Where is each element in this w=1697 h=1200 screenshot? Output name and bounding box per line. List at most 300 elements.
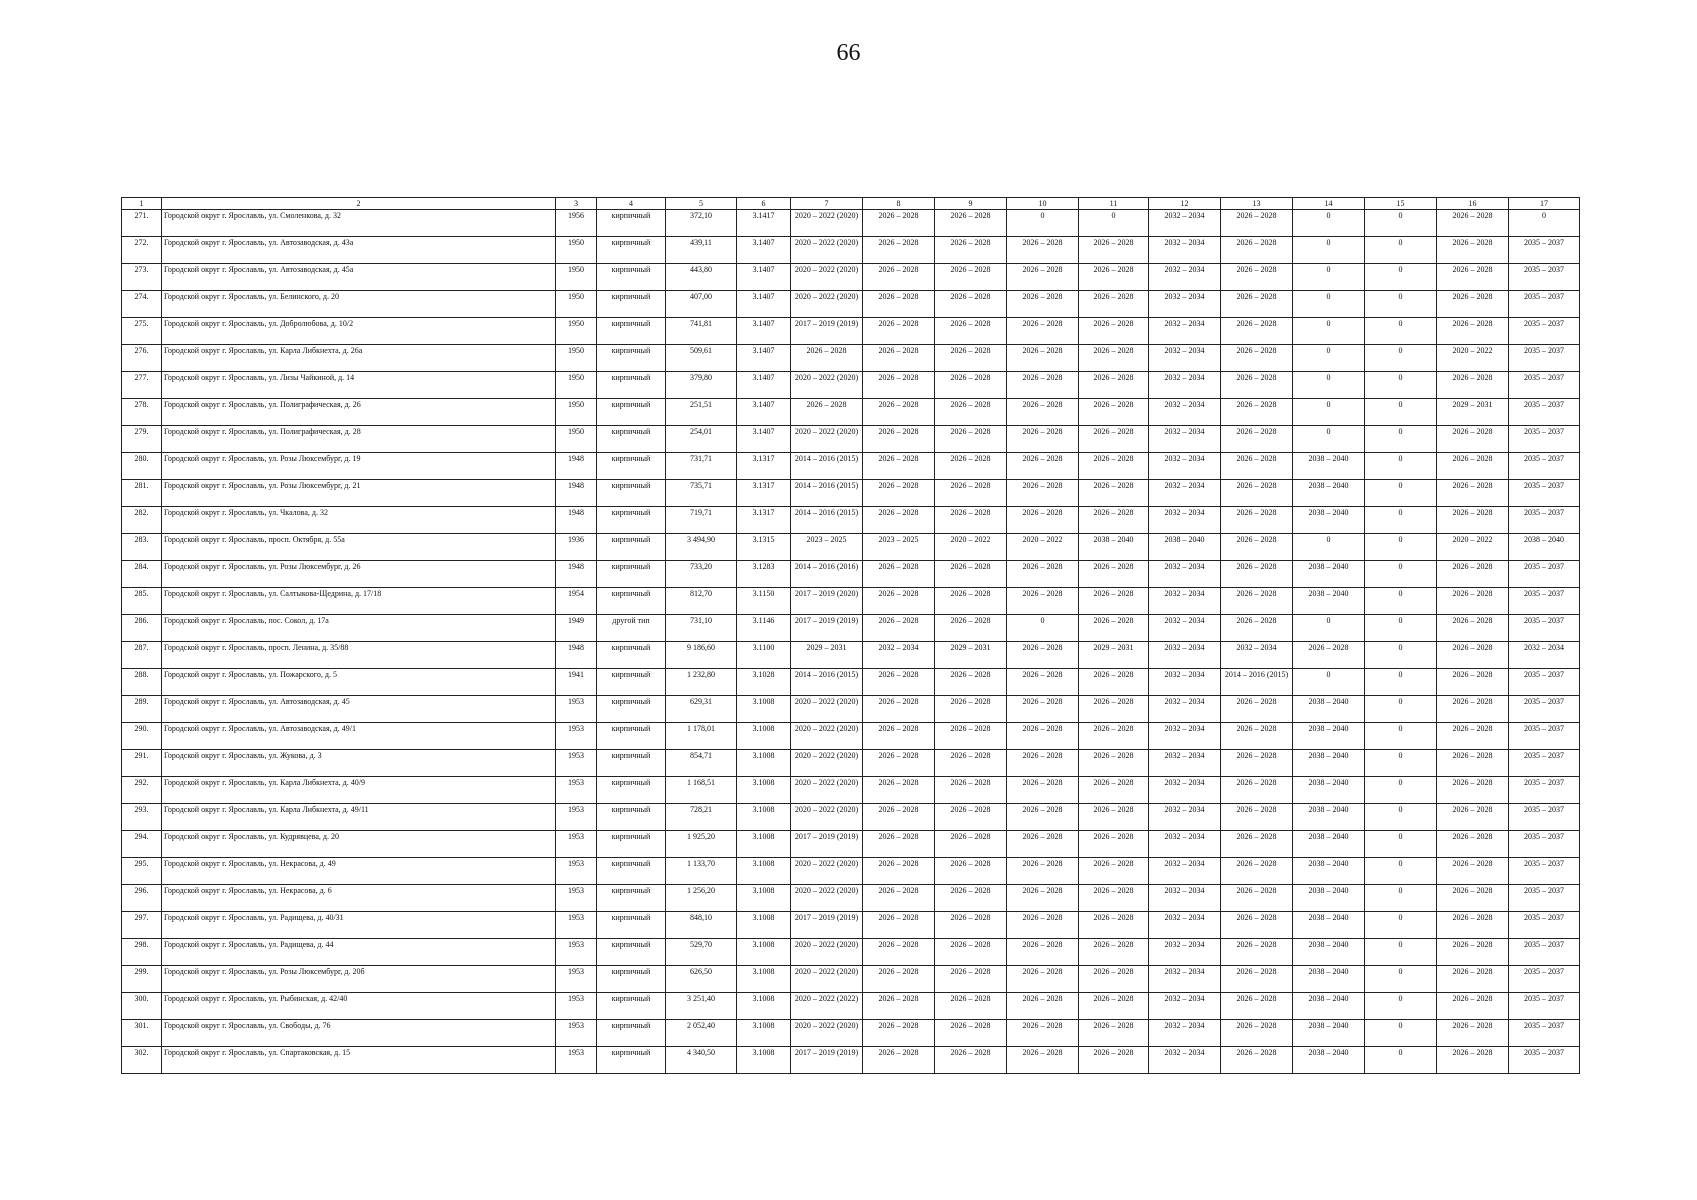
cell-period-col17: 2035 – 2037 bbox=[1509, 615, 1580, 642]
table-row bbox=[122, 534, 1580, 561]
cell-period-col10: 2026 – 2028 bbox=[1007, 453, 1079, 480]
cell-period-col13: 2026 – 2028 bbox=[1221, 1020, 1293, 1047]
cell-period-col13: 2026 – 2028 bbox=[1221, 831, 1293, 858]
cell-period-col13: 2026 – 2028 bbox=[1221, 912, 1293, 939]
cell-period-col12: 2032 – 2034 bbox=[1149, 1020, 1221, 1047]
column-header: 6 bbox=[737, 198, 791, 210]
cell-period-col9: 2026 – 2028 bbox=[935, 993, 1007, 1020]
cell-period-col16: 2026 – 2028 bbox=[1437, 696, 1509, 723]
cell-period-col11: 2026 – 2028 bbox=[1079, 804, 1149, 831]
cell-period-col11: 2026 – 2028 bbox=[1079, 723, 1149, 750]
table-row bbox=[122, 372, 1580, 399]
cell-period-col17: 2035 – 2037 bbox=[1509, 1047, 1580, 1074]
cell-period-col8: 2026 – 2028 bbox=[863, 318, 935, 345]
cell-wall-material: кирпичный bbox=[597, 507, 666, 534]
cell-period-col17: 2035 – 2037 bbox=[1509, 345, 1580, 372]
cell-period-col9: 2026 – 2028 bbox=[935, 345, 1007, 372]
cell-period-col10: 2026 – 2028 bbox=[1007, 858, 1079, 885]
cell-period-col11: 2026 – 2028 bbox=[1079, 480, 1149, 507]
cell-period-col7: 2020 – 2022 (2020) bbox=[791, 804, 863, 831]
cell-address: Городской округ г. Ярославль, ул. Спартаковская, д. 15 bbox=[162, 1047, 556, 1074]
cell-period-col11: 2026 – 2028 bbox=[1079, 615, 1149, 642]
cell-wall-material: кирпичный bbox=[597, 696, 666, 723]
cell-code: 3.1008 bbox=[737, 885, 791, 912]
cell-period-col10: 2026 – 2028 bbox=[1007, 723, 1079, 750]
cell-period-col17: 2035 – 2037 bbox=[1509, 561, 1580, 588]
cell-code: 3.1008 bbox=[737, 1020, 791, 1047]
cell-period-col9: 2026 – 2028 bbox=[935, 804, 1007, 831]
cell-period-col13: 2026 – 2028 bbox=[1221, 318, 1293, 345]
cell-code: 3.1407 bbox=[737, 426, 791, 453]
cell-area: 735,71 bbox=[666, 480, 737, 507]
cell-wall-material: кирпичный bbox=[597, 993, 666, 1020]
column-header: 14 bbox=[1293, 198, 1365, 210]
cell-period-col13: 2026 – 2028 bbox=[1221, 804, 1293, 831]
cell-period-col16: 2026 – 2028 bbox=[1437, 264, 1509, 291]
cell-address: Городской округ г. Ярославль, ул. Салтыкова-Щедрина, д. 17/18 bbox=[162, 588, 556, 615]
cell-period-col14: 0 bbox=[1293, 426, 1365, 453]
cell-row-number: 294. bbox=[122, 831, 162, 858]
cell-address: Городской округ г. Ярославль, просп. Ленина, д. 35/88 bbox=[162, 642, 556, 669]
cell-period-col8: 2026 – 2028 bbox=[863, 993, 935, 1020]
cell-period-col16: 2026 – 2028 bbox=[1437, 831, 1509, 858]
cell-period-col8: 2026 – 2028 bbox=[863, 453, 935, 480]
cell-period-col10: 2026 – 2028 bbox=[1007, 345, 1079, 372]
cell-period-col16: 2026 – 2028 bbox=[1437, 615, 1509, 642]
table-row bbox=[122, 885, 1580, 912]
cell-period-col14: 0 bbox=[1293, 669, 1365, 696]
cell-period-col10: 2026 – 2028 bbox=[1007, 831, 1079, 858]
table-row bbox=[122, 777, 1580, 804]
cell-period-col12: 2032 – 2034 bbox=[1149, 831, 1221, 858]
cell-period-col17: 2035 – 2037 bbox=[1509, 264, 1580, 291]
cell-period-col15: 0 bbox=[1365, 750, 1437, 777]
cell-period-col16: 2026 – 2028 bbox=[1437, 318, 1509, 345]
column-header: 10 bbox=[1007, 198, 1079, 210]
cell-period-col16: 2026 – 2028 bbox=[1437, 426, 1509, 453]
cell-period-col11: 2026 – 2028 bbox=[1079, 399, 1149, 426]
cell-period-col11: 2026 – 2028 bbox=[1079, 588, 1149, 615]
cell-period-col16: 2026 – 2028 bbox=[1437, 885, 1509, 912]
cell-period-col11: 2026 – 2028 bbox=[1079, 696, 1149, 723]
cell-period-col7: 2029 – 2031 bbox=[791, 642, 863, 669]
cell-period-col17: 2035 – 2037 bbox=[1509, 399, 1580, 426]
cell-period-col9: 2026 – 2028 bbox=[935, 318, 1007, 345]
cell-period-col17: 2032 – 2034 bbox=[1509, 642, 1580, 669]
cell-area: 629,31 bbox=[666, 696, 737, 723]
cell-wall-material: кирпичный bbox=[597, 426, 666, 453]
cell-wall-material: кирпичный bbox=[597, 264, 666, 291]
cell-period-col8: 2026 – 2028 bbox=[863, 858, 935, 885]
cell-period-col7: 2020 – 2022 (2020) bbox=[791, 858, 863, 885]
cell-period-col16: 2026 – 2028 bbox=[1437, 1047, 1509, 1074]
table-row bbox=[122, 804, 1580, 831]
cell-row-number: 282. bbox=[122, 507, 162, 534]
cell-period-col11: 2026 – 2028 bbox=[1079, 264, 1149, 291]
cell-wall-material: кирпичный bbox=[597, 291, 666, 318]
housing-table-container bbox=[121, 197, 1577, 1074]
cell-period-col12: 2032 – 2034 bbox=[1149, 507, 1221, 534]
cell-period-col12: 2032 – 2034 bbox=[1149, 858, 1221, 885]
cell-address: Городской округ г. Ярославль, ул. Карла Либкнехта, д. 49/11 bbox=[162, 804, 556, 831]
cell-period-col17: 2035 – 2037 bbox=[1509, 669, 1580, 696]
cell-period-col8: 2026 – 2028 bbox=[863, 237, 935, 264]
cell-period-col13: 2026 – 2028 bbox=[1221, 723, 1293, 750]
cell-wall-material: кирпичный bbox=[597, 669, 666, 696]
cell-year-built: 1948 bbox=[556, 507, 597, 534]
cell-period-col12: 2032 – 2034 bbox=[1149, 723, 1221, 750]
cell-period-col12: 2032 – 2034 bbox=[1149, 993, 1221, 1020]
cell-period-col16: 2020 – 2022 bbox=[1437, 345, 1509, 372]
cell-period-col10: 2026 – 2028 bbox=[1007, 426, 1079, 453]
cell-row-number: 296. bbox=[122, 885, 162, 912]
cell-period-col11: 2026 – 2028 bbox=[1079, 669, 1149, 696]
cell-period-col14: 2038 – 2040 bbox=[1293, 804, 1365, 831]
cell-period-col12: 2032 – 2034 bbox=[1149, 642, 1221, 669]
cell-period-col17: 2035 – 2037 bbox=[1509, 723, 1580, 750]
cell-period-col9: 2026 – 2028 bbox=[935, 696, 1007, 723]
cell-period-col15: 0 bbox=[1365, 831, 1437, 858]
cell-year-built: 1953 bbox=[556, 831, 597, 858]
cell-period-col8: 2026 – 2028 bbox=[863, 750, 935, 777]
cell-year-built: 1953 bbox=[556, 723, 597, 750]
cell-period-col14: 2038 – 2040 bbox=[1293, 480, 1365, 507]
cell-period-col11: 2026 – 2028 bbox=[1079, 885, 1149, 912]
cell-period-col12: 2038 – 2040 bbox=[1149, 534, 1221, 561]
cell-row-number: 275. bbox=[122, 318, 162, 345]
cell-code: 3.1008 bbox=[737, 723, 791, 750]
cell-address: Городской округ г. Ярославль, ул. Радищева, д. 44 bbox=[162, 939, 556, 966]
cell-period-col9: 2026 – 2028 bbox=[935, 264, 1007, 291]
cell-period-col12: 2032 – 2034 bbox=[1149, 912, 1221, 939]
cell-wall-material: кирпичный bbox=[597, 831, 666, 858]
cell-period-col17: 2035 – 2037 bbox=[1509, 804, 1580, 831]
cell-period-col11: 2026 – 2028 bbox=[1079, 750, 1149, 777]
cell-period-col8: 2026 – 2028 bbox=[863, 426, 935, 453]
cell-wall-material: кирпичный bbox=[597, 750, 666, 777]
cell-address: Городской округ г. Ярославль, пос. Сокол, д. 17а bbox=[162, 615, 556, 642]
cell-period-col8: 2026 – 2028 bbox=[863, 615, 935, 642]
cell-period-col16: 2026 – 2028 bbox=[1437, 561, 1509, 588]
cell-period-col16: 2026 – 2028 bbox=[1437, 777, 1509, 804]
cell-period-col7: 2017 – 2019 (2019) bbox=[791, 912, 863, 939]
cell-period-col10: 2026 – 2028 bbox=[1007, 237, 1079, 264]
column-header: 9 bbox=[935, 198, 1007, 210]
cell-address: Городской округ г. Ярославль, ул. Лизы Чайкиной, д. 14 bbox=[162, 372, 556, 399]
cell-period-col17: 2035 – 2037 bbox=[1509, 885, 1580, 912]
cell-period-col13: 2026 – 2028 bbox=[1221, 750, 1293, 777]
cell-period-col7: 2020 – 2022 (2020) bbox=[791, 696, 863, 723]
cell-row-number: 297. bbox=[122, 912, 162, 939]
cell-period-col8: 2026 – 2028 bbox=[863, 210, 935, 237]
cell-row-number: 272. bbox=[122, 237, 162, 264]
cell-period-col17: 0 bbox=[1509, 210, 1580, 237]
cell-period-col8: 2026 – 2028 bbox=[863, 723, 935, 750]
cell-period-col8: 2026 – 2028 bbox=[863, 777, 935, 804]
cell-period-col7: 2020 – 2022 (2020) bbox=[791, 939, 863, 966]
cell-period-col17: 2035 – 2037 bbox=[1509, 993, 1580, 1020]
cell-address: Городской округ г. Ярославль, ул. Чкалова, д. 32 bbox=[162, 507, 556, 534]
cell-period-col15: 0 bbox=[1365, 507, 1437, 534]
cell-row-number: 283. bbox=[122, 534, 162, 561]
cell-period-col16: 2026 – 2028 bbox=[1437, 939, 1509, 966]
cell-address: Городской округ г. Ярославль, ул. Розы Люксембург, д. 20б bbox=[162, 966, 556, 993]
cell-wall-material: кирпичный bbox=[597, 372, 666, 399]
cell-period-col7: 2020 – 2022 (2022) bbox=[791, 993, 863, 1020]
cell-code: 3.1407 bbox=[737, 399, 791, 426]
cell-period-col11: 0 bbox=[1079, 210, 1149, 237]
cell-period-col12: 2032 – 2034 bbox=[1149, 264, 1221, 291]
cell-period-col15: 0 bbox=[1365, 291, 1437, 318]
cell-area: 848,10 bbox=[666, 912, 737, 939]
cell-year-built: 1953 bbox=[556, 993, 597, 1020]
cell-period-col17: 2035 – 2037 bbox=[1509, 237, 1580, 264]
cell-period-col14: 2038 – 2040 bbox=[1293, 912, 1365, 939]
cell-period-col10: 2026 – 2028 bbox=[1007, 1047, 1079, 1074]
cell-period-col16: 2029 – 2031 bbox=[1437, 399, 1509, 426]
cell-period-col15: 0 bbox=[1365, 264, 1437, 291]
cell-row-number: 271. bbox=[122, 210, 162, 237]
cell-period-col8: 2026 – 2028 bbox=[863, 1020, 935, 1047]
cell-address: Городской округ г. Ярославль, ул. Розы Люксембург, д. 19 bbox=[162, 453, 556, 480]
cell-period-col15: 0 bbox=[1365, 480, 1437, 507]
cell-period-col9: 2026 – 2028 bbox=[935, 723, 1007, 750]
cell-period-col13: 2026 – 2028 bbox=[1221, 858, 1293, 885]
cell-period-col14: 2038 – 2040 bbox=[1293, 858, 1365, 885]
cell-area: 1 168,51 bbox=[666, 777, 737, 804]
cell-address: Городской округ г. Ярославль, ул. Радищева, д. 40/31 bbox=[162, 912, 556, 939]
cell-period-col9: 2026 – 2028 bbox=[935, 453, 1007, 480]
table-row bbox=[122, 318, 1580, 345]
cell-year-built: 1950 bbox=[556, 372, 597, 399]
cell-period-col9: 2026 – 2028 bbox=[935, 966, 1007, 993]
housing-table bbox=[121, 197, 1580, 1074]
cell-period-col14: 2038 – 2040 bbox=[1293, 831, 1365, 858]
cell-wall-material: кирпичный bbox=[597, 561, 666, 588]
cell-period-col8: 2026 – 2028 bbox=[863, 372, 935, 399]
table-row bbox=[122, 723, 1580, 750]
cell-period-col12: 2032 – 2034 bbox=[1149, 669, 1221, 696]
cell-period-col10: 2026 – 2028 bbox=[1007, 885, 1079, 912]
cell-code: 3.1008 bbox=[737, 696, 791, 723]
column-header: 11 bbox=[1079, 198, 1149, 210]
cell-period-col16: 2026 – 2028 bbox=[1437, 237, 1509, 264]
cell-period-col16: 2026 – 2028 bbox=[1437, 669, 1509, 696]
cell-period-col16: 2026 – 2028 bbox=[1437, 480, 1509, 507]
cell-period-col10: 2026 – 2028 bbox=[1007, 372, 1079, 399]
cell-period-col14: 2038 – 2040 bbox=[1293, 777, 1365, 804]
cell-period-col11: 2026 – 2028 bbox=[1079, 426, 1149, 453]
cell-wall-material: кирпичный bbox=[597, 399, 666, 426]
table-row bbox=[122, 399, 1580, 426]
cell-period-col11: 2026 – 2028 bbox=[1079, 318, 1149, 345]
cell-period-col10: 2026 – 2028 bbox=[1007, 696, 1079, 723]
cell-period-col9: 2026 – 2028 bbox=[935, 210, 1007, 237]
cell-period-col13: 2026 – 2028 bbox=[1221, 561, 1293, 588]
cell-wall-material: кирпичный bbox=[597, 966, 666, 993]
cell-code: 3.1150 bbox=[737, 588, 791, 615]
cell-code: 3.1317 bbox=[737, 507, 791, 534]
cell-year-built: 1953 bbox=[556, 1020, 597, 1047]
cell-wall-material: другой тип bbox=[597, 615, 666, 642]
cell-period-col17: 2035 – 2037 bbox=[1509, 750, 1580, 777]
cell-row-number: 289. bbox=[122, 696, 162, 723]
cell-period-col15: 0 bbox=[1365, 642, 1437, 669]
cell-period-col15: 0 bbox=[1365, 426, 1437, 453]
cell-address: Городской округ г. Ярославль, ул. Смоленкова, д. 32 bbox=[162, 210, 556, 237]
column-header: 7 bbox=[791, 198, 863, 210]
cell-wall-material: кирпичный bbox=[597, 642, 666, 669]
cell-period-col10: 2026 – 2028 bbox=[1007, 642, 1079, 669]
cell-area: 728,21 bbox=[666, 804, 737, 831]
cell-period-col9: 2026 – 2028 bbox=[935, 885, 1007, 912]
cell-period-col7: 2020 – 2022 (2020) bbox=[791, 291, 863, 318]
table-row bbox=[122, 210, 1580, 237]
cell-period-col12: 2032 – 2034 bbox=[1149, 237, 1221, 264]
cell-area: 443,80 bbox=[666, 264, 737, 291]
cell-area: 439,11 bbox=[666, 237, 737, 264]
cell-period-col16: 2026 – 2028 bbox=[1437, 858, 1509, 885]
cell-period-col14: 0 bbox=[1293, 372, 1365, 399]
cell-wall-material: кирпичный bbox=[597, 1020, 666, 1047]
cell-code: 3.1008 bbox=[737, 804, 791, 831]
cell-period-col10: 2026 – 2028 bbox=[1007, 318, 1079, 345]
cell-period-col14: 2038 – 2040 bbox=[1293, 966, 1365, 993]
cell-period-col11: 2026 – 2028 bbox=[1079, 507, 1149, 534]
cell-period-col14: 0 bbox=[1293, 264, 1365, 291]
cell-wall-material: кирпичный bbox=[597, 858, 666, 885]
cell-period-col11: 2026 – 2028 bbox=[1079, 858, 1149, 885]
cell-year-built: 1953 bbox=[556, 696, 597, 723]
cell-period-col8: 2026 – 2028 bbox=[863, 588, 935, 615]
cell-year-built: 1953 bbox=[556, 939, 597, 966]
cell-period-col11: 2026 – 2028 bbox=[1079, 831, 1149, 858]
cell-period-col16: 2020 – 2022 bbox=[1437, 534, 1509, 561]
cell-period-col12: 2032 – 2034 bbox=[1149, 372, 1221, 399]
cell-period-col13: 2026 – 2028 bbox=[1221, 426, 1293, 453]
cell-period-col10: 2026 – 2028 bbox=[1007, 966, 1079, 993]
cell-period-col15: 0 bbox=[1365, 966, 1437, 993]
cell-period-col8: 2026 – 2028 bbox=[863, 345, 935, 372]
cell-address: Городской округ г. Ярославль, ул. Пожарского, д. 5 bbox=[162, 669, 556, 696]
cell-code: 3.1028 bbox=[737, 669, 791, 696]
cell-period-col9: 2026 – 2028 bbox=[935, 939, 1007, 966]
cell-area: 529,70 bbox=[666, 939, 737, 966]
cell-period-col15: 0 bbox=[1365, 1020, 1437, 1047]
cell-code: 3.1008 bbox=[737, 831, 791, 858]
cell-period-col16: 2026 – 2028 bbox=[1437, 1020, 1509, 1047]
cell-period-col11: 2026 – 2028 bbox=[1079, 1047, 1149, 1074]
cell-period-col15: 0 bbox=[1365, 372, 1437, 399]
cell-period-col13: 2026 – 2028 bbox=[1221, 993, 1293, 1020]
cell-period-col8: 2026 – 2028 bbox=[863, 480, 935, 507]
column-header: 3 bbox=[556, 198, 597, 210]
cell-period-col17: 2035 – 2037 bbox=[1509, 858, 1580, 885]
cell-period-col14: 2038 – 2040 bbox=[1293, 993, 1365, 1020]
cell-year-built: 1950 bbox=[556, 264, 597, 291]
cell-period-col7: 2014 – 2016 (2015) bbox=[791, 507, 863, 534]
cell-code: 3.1407 bbox=[737, 372, 791, 399]
cell-year-built: 1956 bbox=[556, 210, 597, 237]
cell-period-col13: 2032 – 2034 bbox=[1221, 642, 1293, 669]
cell-area: 1 133,70 bbox=[666, 858, 737, 885]
cell-row-number: 288. bbox=[122, 669, 162, 696]
cell-period-col13: 2026 – 2028 bbox=[1221, 507, 1293, 534]
cell-year-built: 1950 bbox=[556, 426, 597, 453]
cell-period-col11: 2026 – 2028 bbox=[1079, 561, 1149, 588]
cell-year-built: 1953 bbox=[556, 804, 597, 831]
cell-address: Городской округ г. Ярославль, ул. Кудрявцева, д. 20 bbox=[162, 831, 556, 858]
cell-code: 3.1407 bbox=[737, 318, 791, 345]
cell-wall-material: кирпичный bbox=[597, 534, 666, 561]
cell-period-col7: 2017 – 2019 (2020) bbox=[791, 588, 863, 615]
cell-row-number: 276. bbox=[122, 345, 162, 372]
cell-area: 1 232,80 bbox=[666, 669, 737, 696]
cell-code: 3.1317 bbox=[737, 453, 791, 480]
cell-code: 3.1008 bbox=[737, 858, 791, 885]
table-row bbox=[122, 480, 1580, 507]
cell-period-col12: 2032 – 2034 bbox=[1149, 1047, 1221, 1074]
cell-period-col17: 2035 – 2037 bbox=[1509, 372, 1580, 399]
cell-period-col9: 2026 – 2028 bbox=[935, 777, 1007, 804]
cell-period-col9: 2026 – 2028 bbox=[935, 615, 1007, 642]
cell-row-number: 290. bbox=[122, 723, 162, 750]
cell-address: Городской округ г. Ярославль, ул. Карла Либкнехта, д. 40/9 bbox=[162, 777, 556, 804]
cell-code: 3.1008 bbox=[737, 912, 791, 939]
cell-code: 3.1283 bbox=[737, 561, 791, 588]
cell-year-built: 1953 bbox=[556, 858, 597, 885]
cell-period-col13: 2026 – 2028 bbox=[1221, 399, 1293, 426]
cell-period-col14: 0 bbox=[1293, 210, 1365, 237]
cell-period-col12: 2032 – 2034 bbox=[1149, 426, 1221, 453]
cell-period-col7: 2017 – 2019 (2019) bbox=[791, 318, 863, 345]
cell-period-col8: 2032 – 2034 bbox=[863, 642, 935, 669]
cell-period-col12: 2032 – 2034 bbox=[1149, 939, 1221, 966]
cell-area: 254,01 bbox=[666, 426, 737, 453]
cell-period-col15: 0 bbox=[1365, 588, 1437, 615]
cell-period-col11: 2026 – 2028 bbox=[1079, 993, 1149, 1020]
cell-period-col14: 2038 – 2040 bbox=[1293, 507, 1365, 534]
cell-wall-material: кирпичный bbox=[597, 885, 666, 912]
cell-row-number: 285. bbox=[122, 588, 162, 615]
cell-period-col14: 2038 – 2040 bbox=[1293, 750, 1365, 777]
cell-period-col8: 2026 – 2028 bbox=[863, 669, 935, 696]
cell-area: 509,61 bbox=[666, 345, 737, 372]
cell-period-col13: 2026 – 2028 bbox=[1221, 885, 1293, 912]
cell-code: 3.1407 bbox=[737, 237, 791, 264]
cell-period-col11: 2026 – 2028 bbox=[1079, 372, 1149, 399]
cell-wall-material: кирпичный bbox=[597, 588, 666, 615]
column-header: 5 bbox=[666, 198, 737, 210]
cell-area: 741,81 bbox=[666, 318, 737, 345]
cell-code: 3.1315 bbox=[737, 534, 791, 561]
column-header: 16 bbox=[1437, 198, 1509, 210]
cell-area: 2 052,40 bbox=[666, 1020, 737, 1047]
cell-period-col16: 2026 – 2028 bbox=[1437, 372, 1509, 399]
cell-period-col12: 2032 – 2034 bbox=[1149, 804, 1221, 831]
cell-period-col14: 2038 – 2040 bbox=[1293, 1020, 1365, 1047]
cell-period-col13: 2026 – 2028 bbox=[1221, 696, 1293, 723]
cell-period-col9: 2026 – 2028 bbox=[935, 291, 1007, 318]
cell-period-col10: 2026 – 2028 bbox=[1007, 291, 1079, 318]
cell-period-col14: 0 bbox=[1293, 237, 1365, 264]
cell-period-col7: 2020 – 2022 (2020) bbox=[791, 372, 863, 399]
cell-period-col7: 2020 – 2022 (2020) bbox=[791, 966, 863, 993]
cell-period-col10: 0 bbox=[1007, 210, 1079, 237]
cell-period-col14: 0 bbox=[1293, 345, 1365, 372]
cell-area: 3 251,40 bbox=[666, 993, 737, 1020]
cell-period-col15: 0 bbox=[1365, 615, 1437, 642]
